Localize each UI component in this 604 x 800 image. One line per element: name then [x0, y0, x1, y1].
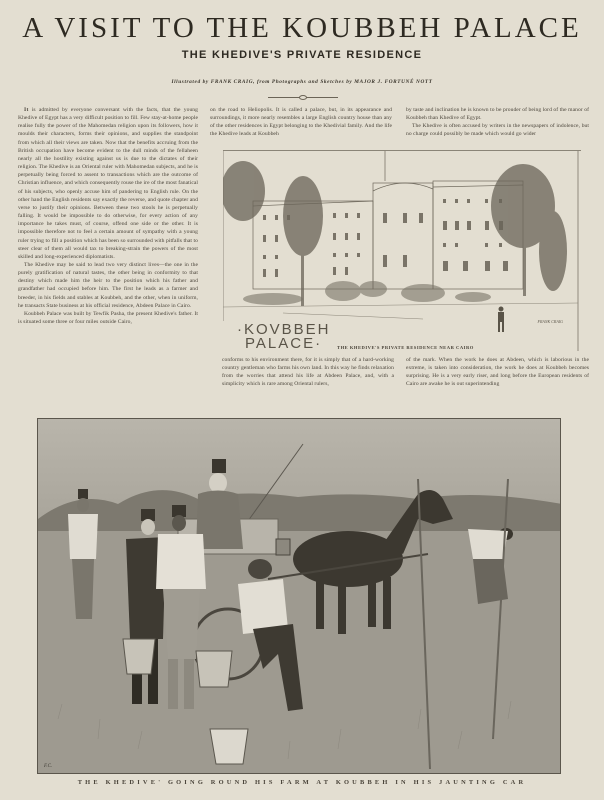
article-paragraph [18, 106, 198, 261]
article-paragraph: by taste and inclination he is known to be prouder of being lord of the manor of Koubbeh than Khedive of Egypt. [406, 107, 589, 122]
bucket [123, 639, 155, 674]
article-column-3 [406, 106, 589, 139]
farm-illustration-caption: THE KHEDIVE' GOING ROUND HIS FARM AT KOUBBEH IN HIS JAUNTING CAR [77, 779, 527, 786]
palace-figure [498, 307, 504, 333]
palace-title-line-1: ·KOVBBEH [237, 321, 331, 338]
article-column-3-continued [406, 356, 589, 389]
article-paragraph: conforms to his environment there, for it is simply that of a hard-working country gentleman who farms his own land. In this way he finds relaxation from the worries that attend his life at Abdeen Palace, and, with a simplicity which is rare among Oriental rulers, [222, 357, 394, 388]
bucket [196, 651, 232, 687]
lantern [276, 539, 290, 555]
article-column-1 [18, 106, 198, 326]
article-column-2 [210, 106, 392, 139]
page-title: A VISIT TO THE KOUBBEH PALACE [22, 12, 582, 44]
palace-shrubs [243, 281, 491, 305]
illustration-credit: Illustrated by FRANK CRAIG, from Photographs and Sketches by MAJOR J. FORTUNÉ NOTT [171, 79, 433, 85]
palace-illustration-title [237, 323, 331, 351]
drop-lead: It [24, 107, 29, 113]
palace-illustration [223, 150, 581, 354]
article-paragraph: The Khedive may be said to lead two very distinct lives—the one in the purely gratification of natural tastes, the other being in conformity to that destiny which made him the heir to the position which his father and grandfather had occupied before him. The first he leads as a farmer and breeder, in his fields and stables at Koubbeh, and the other, when in uniform, he transacts State business at his official residence, Abdeen Palace in Cairo. [18, 261, 198, 309]
article-paragraph: The Khedive is often accused by writers in the newspapers of indolence, but no charge could possibly be made which would go wider [406, 123, 589, 138]
palace-illustration-caption: THE KHEDIVE'S PRIVATE RESIDENCE NEAR CAIRO [337, 345, 474, 350]
article-paragraph: on the road to Heliopolis. It is called a palace, but, in its appearance and surroundings, it more nearly resembles a large English country house than any of the other residences in Egypt belonging to the Khedivial family. And the life the Khedive leads at Koubbeh [210, 107, 392, 138]
artist-signature: FRANK CRAIG [537, 319, 563, 324]
farm-drawing [38, 419, 561, 774]
paragraph-text: is admitted by everyone conversant with the facts, that the young Khedive of Egypt has a very difficult position to fill. Few stay-at-home people realise fully the power of the Mahomedan religion upon its followers, how it moulds their characters, forms their opinions, and supplies the standpoint from which all their views are taken. Now that the benefits accruing from the British occupation have become evident to the dull minds of the fellaheen nearly all the hostility existing against us is due to the dictates of their religion. The Khedive is an Oriental ruler with Mahomedan subjects, and he is perpetually being forced to assent to transactions which are the outcome of Christian influence, and which consequently rouse the ire of the most fanatical of his subjects, who openly accuse him of pandering to English rule. On the other hand the English residents say exactly the reverse, and quote chapter and verse to justify their opinions. Between these two stools he is perpetually falling. It would be impossible to do otherwise, for every action of any importance he takes must, of course, offend one side or the other. It is impossible therefore not to feel a certain amount of sympathy with a young ruler trying to fill a position which has been so surrounded with pitfalls that to steer clear of them all would tax to breaking-strain the powers of the most skilled and long-experienced diplomatists. [18, 107, 198, 260]
palace-title-line-2: PALACE· [245, 335, 323, 352]
bucket [210, 729, 248, 764]
article-paragraph: Koubbeh Palace was built by Tewfik Pasha, the present Khedive's father. It is situated some three or four miles outside Cairo, [18, 310, 198, 326]
article-paragraph: of the mark. When the work he does at Abdeen, which is laborious in the extreme, is taken into consideration, the work he does at Koubbeh becomes surprising. He is a very early riser, and long before the European residents of Cairo are awake he is out superintending [406, 357, 589, 388]
ornament-divider [268, 95, 338, 100]
artist-signature: F.C. [44, 764, 53, 769]
farm-illustration [37, 418, 561, 774]
palace-ground [223, 303, 578, 319]
page-subtitle: THE KHEDIVE'S PRIVATE RESIDENCE [181, 49, 423, 61]
palace-tower [373, 183, 433, 289]
ornament-dot [299, 95, 307, 100]
article-column-2-continued [222, 356, 394, 389]
